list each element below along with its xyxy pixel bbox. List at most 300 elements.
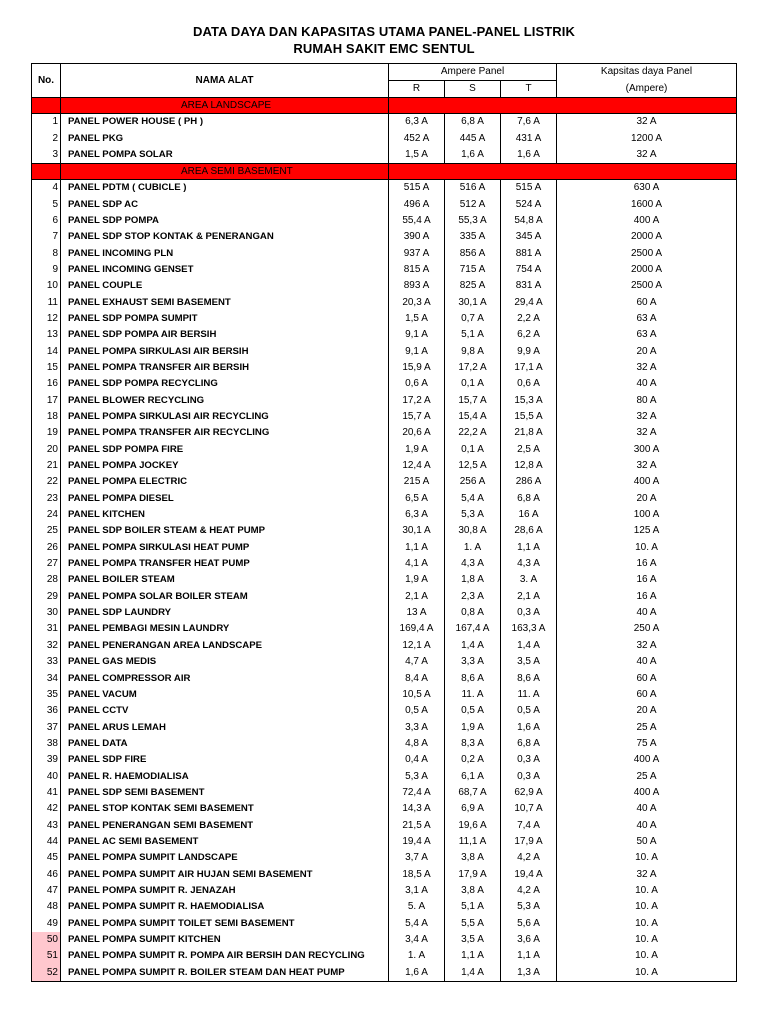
panel-table <box>31 63 737 982</box>
ampere-r: 14,3 A <box>389 801 445 817</box>
ampere-r: 496 A <box>389 196 445 212</box>
panel-name: PANEL EXHAUST SEMI BASEMENT <box>61 294 389 310</box>
panel-name: PANEL COMPRESSOR AIR <box>61 670 389 686</box>
ampere-r: 5,4 A <box>389 916 445 932</box>
ampere-s: 0,1 A <box>445 376 501 392</box>
panel-name: PANEL AC SEMI BASEMENT <box>61 834 389 850</box>
table-row <box>32 638 737 654</box>
ampere-t: 1,4 A <box>501 638 557 654</box>
row-number: 48 <box>32 899 61 915</box>
panel-name: PANEL SDP AC <box>61 196 389 212</box>
panel-capacity: 2000 A <box>557 262 737 278</box>
table-row <box>32 376 737 392</box>
table-row <box>32 311 737 327</box>
table-row <box>32 621 737 637</box>
ampere-s: 3,3 A <box>445 654 501 670</box>
row-number: 10 <box>32 278 61 294</box>
panel-name: PANEL SDP POMPA SUMPIT <box>61 311 389 327</box>
ampere-r: 1,5 A <box>389 147 445 164</box>
panel-capacity: 100 A <box>557 507 737 523</box>
ampere-t: 6,8 A <box>501 491 557 507</box>
ampere-t: 62,9 A <box>501 785 557 801</box>
panel-name: PANEL BOILER STEAM <box>61 572 389 588</box>
ampere-s: 1. A <box>445 540 501 556</box>
table-row <box>32 687 737 703</box>
ampere-r: 15,7 A <box>389 409 445 425</box>
ampere-t: 6,2 A <box>501 327 557 343</box>
panel-name: PANEL STOP KONTAK SEMI BASEMENT <box>61 801 389 817</box>
panel-name: PANEL POMPA SUMPIT R. POMPA AIR BERSIH DAN RECYCLING <box>61 948 389 964</box>
row-number: 15 <box>32 360 61 376</box>
panel-name: PANEL POMPA SUMPIT R. JENAZAH <box>61 883 389 899</box>
ampere-s: 0,2 A <box>445 752 501 768</box>
panel-name: PANEL ARUS LEMAH <box>61 719 389 735</box>
panel-name: PANEL POMPA SOLAR BOILER STEAM <box>61 589 389 605</box>
table-row <box>32 801 737 817</box>
table-row <box>32 458 737 474</box>
panel-capacity: 2000 A <box>557 229 737 245</box>
row-number: 34 <box>32 670 61 686</box>
table-row <box>32 196 737 212</box>
ampere-s: 5,1 A <box>445 327 501 343</box>
ampere-s: 6,9 A <box>445 801 501 817</box>
section-label: AREA LANDSCAPE <box>61 98 389 114</box>
ampere-r: 9,1 A <box>389 327 445 343</box>
row-number: 49 <box>32 916 61 932</box>
panel-name: PANEL SDP BOILER STEAM & HEAT PUMP <box>61 523 389 539</box>
ampere-t: 163,3 A <box>501 621 557 637</box>
panel-name: PANEL POMPA SIRKULASI AIR RECYCLING <box>61 409 389 425</box>
table-row <box>32 343 737 359</box>
panel-capacity: 60 A <box>557 294 737 310</box>
ampere-t: 15,3 A <box>501 393 557 409</box>
table-row <box>32 278 737 294</box>
table-row <box>32 425 737 441</box>
table-row <box>32 507 737 523</box>
header-nama-alat: NAMA ALAT <box>61 64 389 98</box>
header-r: R <box>389 81 445 98</box>
ampere-s: 1,9 A <box>445 719 501 735</box>
ampere-s: 55,3 A <box>445 213 501 229</box>
panel-capacity: 1600 A <box>557 196 737 212</box>
row-number: 39 <box>32 752 61 768</box>
ampere-r: 12,4 A <box>389 458 445 474</box>
panel-capacity: 10. A <box>557 850 737 866</box>
ampere-r: 10,5 A <box>389 687 445 703</box>
panel-capacity: 63 A <box>557 327 737 343</box>
ampere-s: 11. A <box>445 687 501 703</box>
table-row <box>32 703 737 719</box>
ampere-r: 3,3 A <box>389 719 445 735</box>
panel-capacity: 32 A <box>557 147 737 164</box>
panel-name: PANEL SDP POMPA AIR BERSIH <box>61 327 389 343</box>
ampere-t: 10,7 A <box>501 801 557 817</box>
row-number: 12 <box>32 311 61 327</box>
panel-name: PANEL PKG <box>61 130 389 146</box>
table-row <box>32 540 737 556</box>
table-row <box>32 768 737 784</box>
panel-name: PANEL POMPA SOLAR <box>61 147 389 164</box>
table-row <box>32 850 737 866</box>
panel-name: PANEL SDP POMPA <box>61 213 389 229</box>
row-number: 20 <box>32 442 61 458</box>
table-row <box>32 245 737 261</box>
ampere-s: 1,4 A <box>445 965 501 982</box>
ampere-r: 1,9 A <box>389 442 445 458</box>
row-number: 16 <box>32 376 61 392</box>
panel-capacity: 60 A <box>557 670 737 686</box>
ampere-r: 20,3 A <box>389 294 445 310</box>
row-number: 1 <box>32 114 61 131</box>
row-number: 28 <box>32 572 61 588</box>
ampere-t: 881 A <box>501 245 557 261</box>
ampere-s: 17,9 A <box>445 866 501 882</box>
row-number: 37 <box>32 719 61 735</box>
header-s: S <box>445 81 501 98</box>
ampere-r: 215 A <box>389 474 445 490</box>
panel-name: PANEL POMPA SUMPIT AIR HUJAN SEMI BASEMENT <box>61 866 389 882</box>
table-row <box>32 442 737 458</box>
header-kapasitas: Kapsitas daya Panel <box>557 64 737 81</box>
ampere-t: 0,6 A <box>501 376 557 392</box>
ampere-r: 55,4 A <box>389 213 445 229</box>
table-row <box>32 114 737 131</box>
ampere-r: 5,3 A <box>389 768 445 784</box>
ampere-t: 12,8 A <box>501 458 557 474</box>
panel-capacity: 10. A <box>557 883 737 899</box>
ampere-t: 4,2 A <box>501 883 557 899</box>
table-row <box>32 409 737 425</box>
ampere-t: 7,6 A <box>501 114 557 131</box>
ampere-t: 11. A <box>501 687 557 703</box>
panel-capacity: 400 A <box>557 213 737 229</box>
panel-capacity: 16 A <box>557 556 737 572</box>
table-row <box>32 752 737 768</box>
ampere-r: 15,9 A <box>389 360 445 376</box>
panel-name: PANEL POMPA SUMPIT LANDSCAPE <box>61 850 389 866</box>
ampere-r: 1,1 A <box>389 540 445 556</box>
panel-capacity: 60 A <box>557 687 737 703</box>
ampere-r: 515 A <box>389 180 445 197</box>
panel-capacity: 300 A <box>557 442 737 458</box>
header-kapasitas-unit: (Ampere) <box>557 81 737 98</box>
document-title: DATA DAYA DAN KAPASITAS UTAMA PANEL-PANEL LISTRIK <box>193 24 575 39</box>
panel-name: PANEL POMPA TRANSFER AIR BERSIH <box>61 360 389 376</box>
table-row <box>32 883 737 899</box>
panel-name: PANEL VACUM <box>61 687 389 703</box>
ampere-s: 5,3 A <box>445 507 501 523</box>
ampere-t: 17,9 A <box>501 834 557 850</box>
section-header-no-cell <box>32 98 61 114</box>
ampere-t: 3. A <box>501 572 557 588</box>
ampere-s: 22,2 A <box>445 425 501 441</box>
table-row <box>32 360 737 376</box>
ampere-r: 1,6 A <box>389 965 445 982</box>
panel-capacity: 80 A <box>557 393 737 409</box>
row-number: 19 <box>32 425 61 441</box>
ampere-r: 4,8 A <box>389 736 445 752</box>
ampere-t: 19,4 A <box>501 866 557 882</box>
section-header-no-cell <box>32 164 61 180</box>
table-row <box>32 605 737 621</box>
row-number: 51 <box>32 948 61 964</box>
panel-capacity: 20 A <box>557 491 737 507</box>
ampere-r: 0,4 A <box>389 752 445 768</box>
ampere-s: 0,7 A <box>445 311 501 327</box>
ampere-s: 3,5 A <box>445 932 501 948</box>
table-row <box>32 474 737 490</box>
ampere-t: 1,6 A <box>501 147 557 164</box>
ampere-t: 8,6 A <box>501 670 557 686</box>
ampere-s: 8,6 A <box>445 670 501 686</box>
panel-capacity: 32 A <box>557 360 737 376</box>
ampere-s: 516 A <box>445 180 501 197</box>
ampere-t: 5,3 A <box>501 899 557 915</box>
table-row <box>32 213 737 229</box>
ampere-r: 893 A <box>389 278 445 294</box>
panel-name: PANEL SDP LAUNDRY <box>61 605 389 621</box>
ampere-t: 16 A <box>501 507 557 523</box>
ampere-s: 15,4 A <box>445 409 501 425</box>
panel-capacity: 16 A <box>557 572 737 588</box>
table-row <box>32 834 737 850</box>
panel-capacity: 63 A <box>557 311 737 327</box>
panel-capacity: 40 A <box>557 605 737 621</box>
panel-name: PANEL PENERANGAN AREA LANDSCAPE <box>61 638 389 654</box>
row-number: 17 <box>32 393 61 409</box>
panel-capacity: 16 A <box>557 589 737 605</box>
row-number: 35 <box>32 687 61 703</box>
ampere-r: 21,5 A <box>389 817 445 833</box>
ampere-s: 68,7 A <box>445 785 501 801</box>
row-number: 36 <box>32 703 61 719</box>
panel-name: PANEL DATA <box>61 736 389 752</box>
row-number: 6 <box>32 213 61 229</box>
ampere-t: 0,3 A <box>501 605 557 621</box>
ampere-s: 0,1 A <box>445 442 501 458</box>
ampere-t: 1,3 A <box>501 965 557 982</box>
ampere-s: 5,5 A <box>445 916 501 932</box>
ampere-r: 3,4 A <box>389 932 445 948</box>
panel-name: PANEL POMPA SUMPIT R. BOILER STEAM DAN HEAT PUMP <box>61 965 389 982</box>
ampere-s: 856 A <box>445 245 501 261</box>
row-number: 41 <box>32 785 61 801</box>
row-number: 24 <box>32 507 61 523</box>
panel-name: PANEL POMPA JOCKEY <box>61 458 389 474</box>
panel-capacity: 400 A <box>557 752 737 768</box>
panel-capacity: 10. A <box>557 899 737 915</box>
row-number: 8 <box>32 245 61 261</box>
ampere-r: 17,2 A <box>389 393 445 409</box>
row-number: 30 <box>32 605 61 621</box>
panel-name: PANEL POMPA DIESEL <box>61 491 389 507</box>
ampere-t: 0,3 A <box>501 768 557 784</box>
table-row <box>32 229 737 245</box>
panel-capacity: 25 A <box>557 768 737 784</box>
row-number: 13 <box>32 327 61 343</box>
ampere-t: 1,1 A <box>501 540 557 556</box>
ampere-s: 12,5 A <box>445 458 501 474</box>
panel-capacity: 32 A <box>557 866 737 882</box>
ampere-t: 7,4 A <box>501 817 557 833</box>
panel-name: PANEL PEMBAGI MESIN LAUNDRY <box>61 621 389 637</box>
ampere-t: 286 A <box>501 474 557 490</box>
ampere-r: 1,5 A <box>389 311 445 327</box>
ampere-r: 19,4 A <box>389 834 445 850</box>
row-number: 33 <box>32 654 61 670</box>
ampere-r: 9,1 A <box>389 343 445 359</box>
ampere-s: 1,6 A <box>445 147 501 164</box>
ampere-r: 6,3 A <box>389 114 445 131</box>
ampere-r: 3,7 A <box>389 850 445 866</box>
ampere-t: 21,8 A <box>501 425 557 441</box>
row-number: 26 <box>32 540 61 556</box>
table-row <box>32 294 737 310</box>
table-row <box>32 556 737 572</box>
ampere-r: 18,5 A <box>389 866 445 882</box>
ampere-t: 54,8 A <box>501 213 557 229</box>
panel-name: PANEL POMPA SIRKULASI AIR BERSIH <box>61 343 389 359</box>
ampere-r: 30,1 A <box>389 523 445 539</box>
row-number: 52 <box>32 965 61 982</box>
row-number: 14 <box>32 343 61 359</box>
panel-name: PANEL POMPA ELECTRIC <box>61 474 389 490</box>
panel-name: PANEL KITCHEN <box>61 507 389 523</box>
panel-capacity: 25 A <box>557 719 737 735</box>
ampere-t: 5,6 A <box>501 916 557 932</box>
table-row <box>32 785 737 801</box>
ampere-t: 2,1 A <box>501 589 557 605</box>
row-number: 31 <box>32 621 61 637</box>
ampere-s: 6,8 A <box>445 114 501 131</box>
ampere-s: 8,3 A <box>445 736 501 752</box>
header-t: T <box>501 81 557 98</box>
table-row <box>32 523 737 539</box>
panel-capacity: 2500 A <box>557 245 737 261</box>
panel-name: PANEL SDP POMPA RECYCLING <box>61 376 389 392</box>
panel-name: PANEL SDP FIRE <box>61 752 389 768</box>
panel-name: PANEL R. HAEMODIALISA <box>61 768 389 784</box>
panel-capacity: 10. A <box>557 948 737 964</box>
ampere-s: 9,8 A <box>445 343 501 359</box>
panel-capacity: 75 A <box>557 736 737 752</box>
ampere-s: 825 A <box>445 278 501 294</box>
row-number: 27 <box>32 556 61 572</box>
ampere-s: 30,8 A <box>445 523 501 539</box>
row-number: 21 <box>32 458 61 474</box>
ampere-s: 335 A <box>445 229 501 245</box>
table-row <box>32 916 737 932</box>
ampere-r: 4,7 A <box>389 654 445 670</box>
row-number: 47 <box>32 883 61 899</box>
ampere-t: 831 A <box>501 278 557 294</box>
ampere-r: 72,4 A <box>389 785 445 801</box>
table-row <box>32 719 737 735</box>
ampere-t: 1,6 A <box>501 719 557 735</box>
section-header-row <box>32 98 737 114</box>
ampere-s: 256 A <box>445 474 501 490</box>
ampere-s: 512 A <box>445 196 501 212</box>
panel-name: PANEL POMPA TRANSFER HEAT PUMP <box>61 556 389 572</box>
ampere-r: 390 A <box>389 229 445 245</box>
ampere-t: 0,5 A <box>501 703 557 719</box>
panel-capacity: 40 A <box>557 654 737 670</box>
panel-capacity: 2500 A <box>557 278 737 294</box>
ampere-r: 0,6 A <box>389 376 445 392</box>
panel-name: PANEL GAS MEDIS <box>61 654 389 670</box>
panel-name: PANEL POMPA SUMPIT KITCHEN <box>61 932 389 948</box>
row-number: 38 <box>32 736 61 752</box>
ampere-t: 15,5 A <box>501 409 557 425</box>
panel-capacity: 20 A <box>557 703 737 719</box>
row-number: 18 <box>32 409 61 425</box>
panel-capacity: 10. A <box>557 932 737 948</box>
ampere-s: 5,1 A <box>445 899 501 915</box>
ampere-r: 3,1 A <box>389 883 445 899</box>
ampere-r: 0,5 A <box>389 703 445 719</box>
ampere-t: 754 A <box>501 262 557 278</box>
table-row <box>32 393 737 409</box>
panel-capacity: 630 A <box>557 180 737 197</box>
panel-name: PANEL POMPA SUMPIT R. HAEMODIALISA <box>61 899 389 915</box>
table-row <box>32 147 737 164</box>
ampere-s: 1,1 A <box>445 948 501 964</box>
row-number: 44 <box>32 834 61 850</box>
section-header-fill <box>389 98 737 114</box>
table-row <box>32 262 737 278</box>
ampere-r: 20,6 A <box>389 425 445 441</box>
panel-capacity: 40 A <box>557 376 737 392</box>
ampere-s: 3,8 A <box>445 883 501 899</box>
panel-name: PANEL POMPA SIRKULASI HEAT PUMP <box>61 540 389 556</box>
table-row <box>32 736 737 752</box>
ampere-t: 2,5 A <box>501 442 557 458</box>
panel-name: PANEL PENERANGAN SEMI BASEMENT <box>61 817 389 833</box>
panel-name: PANEL PDTM ( CUBICLE ) <box>61 180 389 197</box>
ampere-r: 937 A <box>389 245 445 261</box>
ampere-t: 345 A <box>501 229 557 245</box>
panel-name: PANEL POMPA TRANSFER AIR RECYCLING <box>61 425 389 441</box>
ampere-s: 15,7 A <box>445 393 501 409</box>
table-row <box>32 965 737 982</box>
ampere-r: 8,4 A <box>389 670 445 686</box>
ampere-t: 4,3 A <box>501 556 557 572</box>
row-number: 42 <box>32 801 61 817</box>
ampere-r: 1. A <box>389 948 445 964</box>
ampere-s: 2,3 A <box>445 589 501 605</box>
panel-name: PANEL POWER HOUSE ( PH ) <box>61 114 389 131</box>
table-row <box>32 491 737 507</box>
row-number: 46 <box>32 866 61 882</box>
ampere-s: 6,1 A <box>445 768 501 784</box>
ampere-r: 1,9 A <box>389 572 445 588</box>
panel-name: PANEL SDP STOP KONTAK & PENERANGAN <box>61 229 389 245</box>
ampere-r: 5. A <box>389 899 445 915</box>
ampere-t: 17,1 A <box>501 360 557 376</box>
ampere-s: 19,6 A <box>445 817 501 833</box>
row-number: 7 <box>32 229 61 245</box>
ampere-s: 445 A <box>445 130 501 146</box>
table-row <box>32 817 737 833</box>
ampere-t: 28,6 A <box>501 523 557 539</box>
row-number: 40 <box>32 768 61 784</box>
panel-capacity: 32 A <box>557 638 737 654</box>
panel-capacity: 40 A <box>557 801 737 817</box>
panel-name: PANEL CCTV <box>61 703 389 719</box>
panel-capacity: 250 A <box>557 621 737 637</box>
table-row <box>32 654 737 670</box>
row-number: 4 <box>32 180 61 197</box>
